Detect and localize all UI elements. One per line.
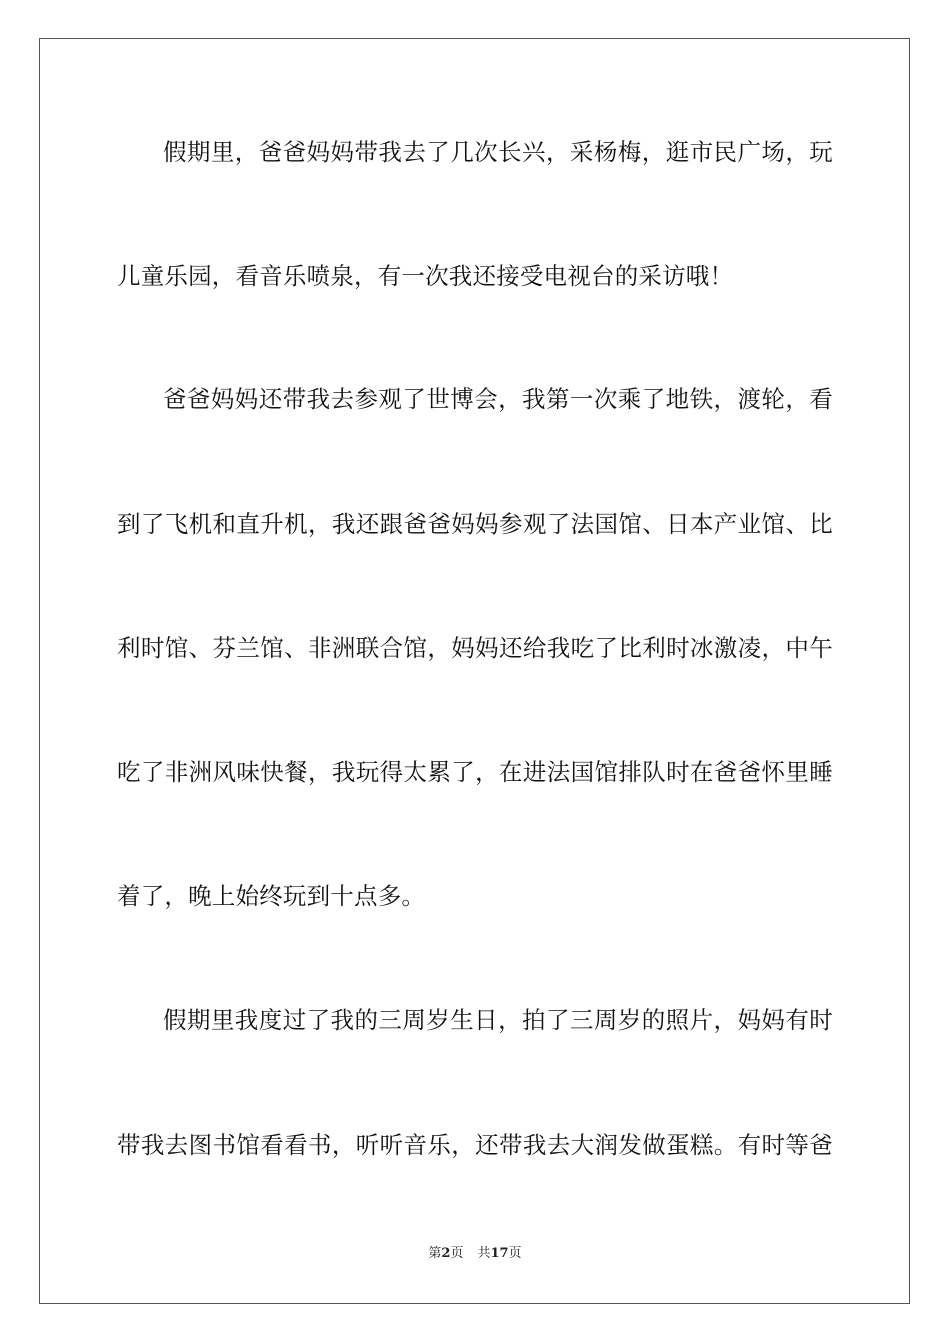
total-prefix: 共 [477,1246,491,1261]
text-line-4: 到了飞机和直升机，我还跟爸爸妈妈参观了法国馆、日本产业馆、比 [117,510,833,538]
page-frame [39,38,910,1304]
page-current: 2 [441,1246,451,1261]
text-line-9: 带我去图书馆看看书，听听音乐，还带我去大润发做蛋糕。有时等爸 [117,1131,833,1159]
page-suffix: 页 [450,1246,464,1261]
page-total: 17 [490,1246,509,1261]
text-line-3: 爸爸妈妈还带我去参观了世博会，我第一次乘了地铁，渡轮，看 [163,385,833,413]
text-line-1: 假期里，爸爸妈妈带我去了几次长兴，采杨梅，逛市民广场，玩 [163,138,833,166]
page-footer [0,1246,950,1262]
text-line-5: 利时馆、芬兰馆、非洲联合馆，妈妈还给我吃了比利时冰激凌，中午 [117,634,833,662]
page-prefix: 第 [428,1246,442,1261]
text-line-8: 假期里我度过了我的三周岁生日，拍了三周岁的照片，妈妈有时 [163,1006,833,1034]
text-line-7: 着了，晚上始终玩到十点多。 [117,882,426,910]
total-suffix: 页 [508,1246,522,1261]
text-line-6: 吃了非洲风味快餐，我玩得太累了，在进法国馆排队时在爸爸怀里睡 [117,758,833,786]
text-line-2: 儿童乐园，看音乐喷泉，有一次我还接受电视台的采访哦！ [117,262,734,290]
